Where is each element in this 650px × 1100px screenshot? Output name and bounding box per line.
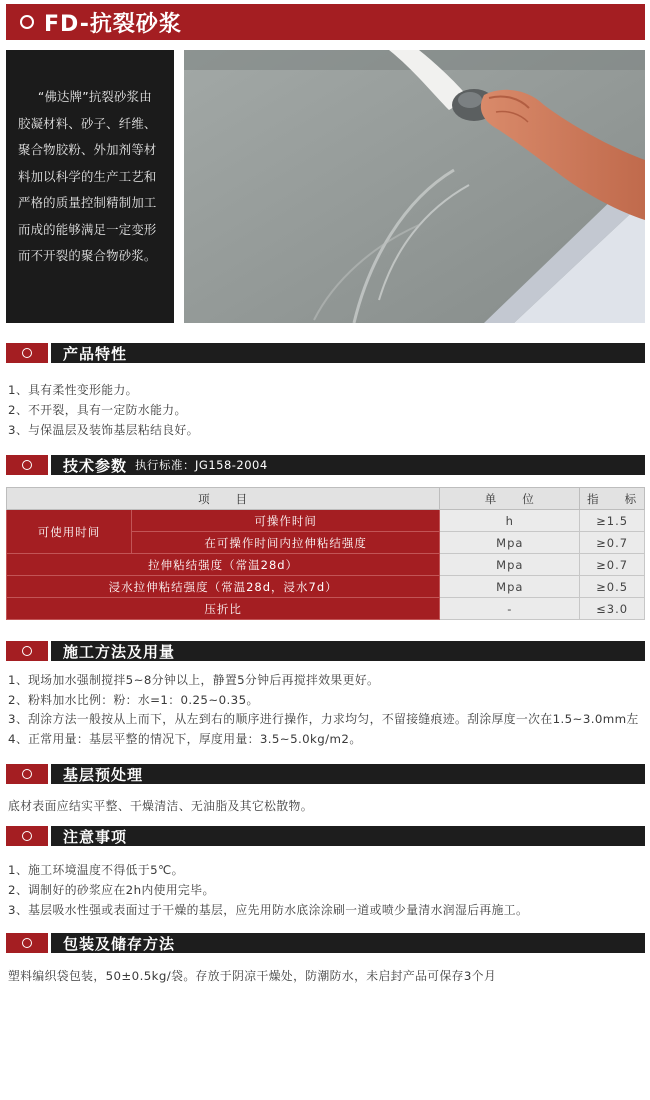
standard-label: 执行标准：JG158-2004 (135, 458, 268, 472)
section-header-tech (6, 455, 645, 475)
circle-icon (22, 938, 32, 948)
param-value: ≤3.0 (580, 598, 645, 620)
param-unit: Mpa (440, 554, 580, 576)
circle-icon (22, 348, 32, 358)
section-header-packaging (6, 933, 645, 953)
features-list (8, 380, 644, 440)
circle-icon (20, 15, 34, 29)
header-unit: 单 位 (440, 488, 580, 510)
param-unit: - (440, 598, 580, 620)
param-name: 可操作时间 (132, 510, 440, 532)
table-row (7, 510, 645, 532)
list-item: 2、不开裂，具有一定防水能力。 (8, 403, 187, 417)
table-header-row (7, 488, 645, 510)
section-title: 包装及储存方法 (63, 934, 176, 953)
method-list (8, 671, 644, 749)
list-item: 2、调制好的砂浆应在2h内使用完毕。 (8, 883, 215, 897)
base-text: 底材表面应结实平整、干燥清洁、无油脂及其它松散物。 (8, 799, 313, 813)
table-row (7, 554, 645, 576)
param-name: 浸水拉伸粘结强度（常温28d，浸水7d） (7, 576, 440, 598)
section-title: 技术参数 (63, 456, 128, 475)
section-title: 注意事项 (63, 827, 128, 846)
list-item: 3、与保温层及装饰基层粘结良好。 (8, 423, 199, 437)
param-value: ≥0.7 (580, 532, 645, 554)
section-header-features (6, 343, 645, 363)
tech-params-table (6, 487, 645, 620)
list-item: 3、刮涂方法一般按从上而下，从左到右的顺序进行操作，力求均匀，不留接缝痕迹。刮涂厚度一次在1.5~3.0mm左 (8, 712, 639, 726)
page-title: FD-抗裂砂浆 (44, 11, 182, 37)
list-item: 1、现场加水强制搅拌5~8分钟以上，静置5分钟后再搅拌效果更好。 (8, 673, 380, 687)
table-row (7, 598, 645, 620)
param-name: 压折比 (7, 598, 440, 620)
title-bar (6, 4, 645, 40)
param-unit: h (440, 510, 580, 532)
circle-icon (22, 831, 32, 841)
mortar-application-illustration (184, 50, 645, 323)
param-name: 拉伸粘结强度（常温28d） (7, 554, 440, 576)
list-item: 1、具有柔性变形能力。 (8, 383, 138, 397)
circle-icon (22, 769, 32, 779)
section-header-method (6, 641, 645, 661)
param-name: 在可操作时间内拉伸粘结强度 (132, 532, 440, 554)
table-row (7, 576, 645, 598)
section-title: 施工方法及用量 (63, 642, 176, 661)
circle-icon (22, 460, 32, 470)
list-item: 4、正常用量：基层平整的情况下，厚度用量：3.5~5.0kg/m2。 (8, 731, 362, 746)
param-value: ≥1.5 (580, 510, 645, 532)
list-item: 2、粉料加水比例：粉：水=1：0.25~0.35。 (8, 692, 259, 707)
section-title: 基层预处理 (63, 765, 144, 784)
circle-icon (22, 646, 32, 656)
param-value: ≥0.5 (580, 576, 645, 598)
param-value: ≥0.7 (580, 554, 645, 576)
param-unit: Mpa (440, 576, 580, 598)
list-item: 1、施工环境温度不得低于5℃。 (8, 863, 184, 877)
packaging-list (8, 967, 644, 987)
header-item: 项 目 (7, 488, 440, 510)
param-unit: Mpa (440, 532, 580, 554)
header-value: 指 标 (580, 488, 645, 510)
section-title: 产品特性 (63, 344, 128, 363)
group-label: 可使用时间 (7, 510, 132, 554)
notes-list (8, 860, 644, 920)
intro-text: “佛达牌”抗裂砂浆由胶凝材料、砂子、纤维、聚合物胶粉、外加剂等材料加以科学的生产工艺和严格的质量控制精制加工而成的能够满足一定变形而不开裂的聚合物砂浆。 (18, 89, 157, 263)
section-header-notes (6, 826, 645, 846)
product-photo (184, 50, 645, 323)
packaging-text: 塑料编织袋包装，50±0.5kg/袋。存放于阴凉干燥处，防潮防水，未启封产品可保存3个月 (8, 969, 497, 983)
list-item: 3、基层吸水性强或表面过于干燥的基层，应先用防水底涂涂刷一道或喷少量清水润湿后再施工。 (8, 903, 529, 917)
base-list (8, 797, 644, 817)
intro-box (6, 50, 174, 323)
section-header-base (6, 764, 645, 784)
